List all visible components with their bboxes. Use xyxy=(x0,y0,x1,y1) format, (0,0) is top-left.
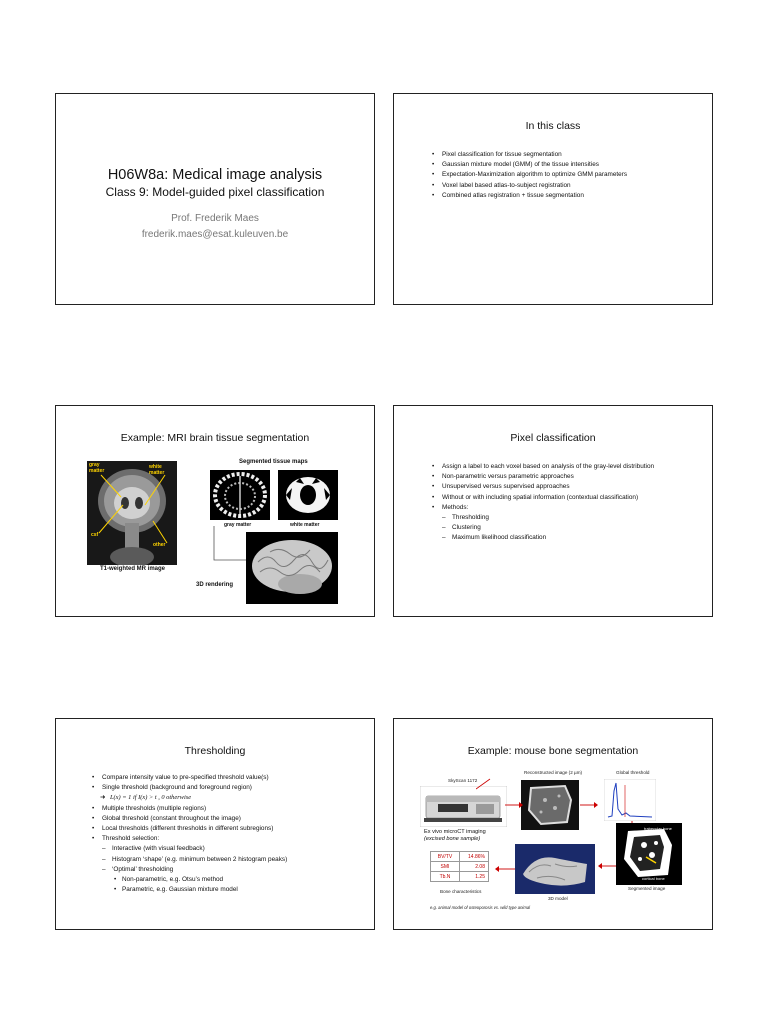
slide-heading: Example: mouse bone segmentation xyxy=(467,745,639,757)
bone-characteristics-table xyxy=(430,851,489,882)
mri-brain-graphic xyxy=(87,461,177,565)
footnote: e.g. animal model of osteoporosis vs. wild type animal xyxy=(430,905,531,910)
sub-bullet-item: – Clustering xyxy=(432,523,702,533)
bullet-item: • Non-parametric versus parametric approaches xyxy=(432,472,702,482)
label-white-matter: white matter xyxy=(149,464,165,476)
slide-thresholding xyxy=(55,718,375,930)
slide-heading: In this class xyxy=(525,120,581,132)
bullet-item: • Local thresholds (different thresholds in different subregions) xyxy=(92,824,364,834)
bullet-item: • Global threshold (constant throughout the image) xyxy=(92,814,364,824)
bullet-item: • Assign a label to each voxel based on analysis of the gray-level distribution xyxy=(432,462,702,472)
author-email[interactable]: frederik.maes@esat.kuleuven.be xyxy=(141,229,289,240)
white-matter-graphic xyxy=(278,470,338,520)
sub-bullet-item: – Histogram ‘shape’ (e.g. minimum between 2 histogram peaks) xyxy=(92,855,364,865)
label-gray-matter: gray matter xyxy=(89,462,105,474)
bullet-list xyxy=(92,773,364,895)
bullet-item: • Unsupervised versus supervised approaches xyxy=(432,482,702,492)
bullet-list xyxy=(432,150,702,201)
slide-title xyxy=(55,93,375,305)
bullet-item: • Compare intensity value to pre-specified threshold value(s) xyxy=(92,773,364,783)
sub-sub-bullet-item: • Parametric, e.g. Gaussian mixture model xyxy=(92,885,364,895)
course-title: H06W8a: Medical image analysis xyxy=(107,167,323,183)
caption-mri: T1-weighted MR image xyxy=(100,566,166,572)
caption-gray-matter: gray matter xyxy=(224,522,252,528)
bullet-list xyxy=(432,462,702,544)
bullet-item: • Without or with including spatial information (contextual classification) xyxy=(432,493,702,503)
threshold-formula: ➜ L(x) = 1 if I(x) > t , 0 otherwise xyxy=(92,793,364,803)
bullet-item: • Methods: xyxy=(432,503,702,513)
histogram-plot xyxy=(604,779,656,821)
table-cell-value: 1.25 xyxy=(460,872,489,882)
rendering-3d xyxy=(246,532,338,604)
reconstructed-label: Reconstructed image (2 µm) xyxy=(524,770,583,775)
table-row xyxy=(431,872,489,882)
bullet-item: • Expectation-Maximization algorithm to optimize GMM parameters xyxy=(432,170,702,180)
brain-3d-graphic xyxy=(246,532,338,604)
bullet-item: • Gaussian mixture model (GMM) of the tissue intensities xyxy=(432,160,702,170)
bullet-item: • Threshold selection: xyxy=(92,834,364,844)
label-other: other xyxy=(153,542,166,548)
bullet-item: • Voxel label based atlas-to-subject registration xyxy=(432,181,702,191)
caption-white-matter: white matter xyxy=(290,522,320,528)
bullet-item: • Pixel classification for tissue segmentation xyxy=(432,150,702,160)
mri-image xyxy=(87,461,177,565)
global-threshold-label: Global threshold xyxy=(616,770,650,775)
arrow-to-reconstructed xyxy=(505,801,523,809)
bone-characteristics-label: Bone characteristics xyxy=(440,889,482,894)
slide-heading: Thresholding xyxy=(184,745,246,757)
cortical-label: cortical bone xyxy=(642,876,665,881)
slide-in-this-class xyxy=(393,93,713,305)
table-cell-key: BV/TV xyxy=(431,852,460,862)
scanner-arrow xyxy=(476,774,496,792)
arrow-to-table xyxy=(495,865,515,873)
reconstructed-image xyxy=(521,780,579,830)
segmented-label: Segmented image xyxy=(628,886,666,891)
excised-label: (excised bone sample) xyxy=(424,836,481,842)
slide-mri-example xyxy=(55,405,375,617)
class-title: Class 9: Model-guided pixel classification xyxy=(105,185,325,199)
sub-bullet-item: – Interactive (with visual feedback) xyxy=(92,844,364,854)
arrow-to-3d-model xyxy=(598,862,616,870)
author: Prof. Frederik Maes xyxy=(171,213,259,224)
arrow-to-histogram xyxy=(580,801,598,809)
table-row xyxy=(431,852,489,862)
table-row xyxy=(431,862,489,872)
trabecular-label: trabecular bone xyxy=(644,826,672,831)
slide-heading: Pixel classification xyxy=(510,432,596,444)
table-cell-key: SMI xyxy=(431,862,460,872)
slide-mouse-bone xyxy=(393,718,713,930)
table-cell-key: Tb.N xyxy=(431,872,460,882)
bullet-item: • Combined atlas registration + tissue segmentation xyxy=(432,191,702,201)
slide-heading: Example: MRI brain tissue segmentation xyxy=(120,432,310,444)
white-matter-map xyxy=(278,470,338,520)
gray-matter-graphic xyxy=(210,470,270,520)
caption-tissue-maps: Segmented tissue maps xyxy=(239,459,308,465)
caption-3d-rendering: 3D rendering xyxy=(196,582,234,588)
slide-pixel-classification xyxy=(393,405,713,617)
sub-sub-bullet-item: • Non-parametric, e.g. Otsu’s method xyxy=(92,875,364,885)
table-cell-value: 2.08 xyxy=(460,862,489,872)
gray-matter-map xyxy=(210,470,270,520)
ex-vivo-caption xyxy=(424,829,486,843)
scanner-label: SkyScan 1172 xyxy=(448,778,478,783)
table-cell-value: 14.86% xyxy=(460,852,489,862)
sub-bullet-item: – Thresholding xyxy=(432,513,702,523)
title-block xyxy=(56,167,374,241)
sub-bullet-item: – ‘Optimal’ thresholding xyxy=(92,865,364,875)
bullet-item: • Multiple thresholds (multiple regions) xyxy=(92,804,364,814)
bullet-item: • Single threshold (background and foreground region) xyxy=(92,783,364,793)
bone-3d-model xyxy=(515,844,595,894)
label-csf: csf xyxy=(91,532,99,538)
microct-scanner-graphic xyxy=(420,786,507,827)
sub-bullet-item: – Maximum likelihood classification xyxy=(432,533,702,543)
3d-model-label: 3D model xyxy=(548,896,568,901)
ex-vivo-label: Ex vivo microCT imaging xyxy=(424,829,486,835)
